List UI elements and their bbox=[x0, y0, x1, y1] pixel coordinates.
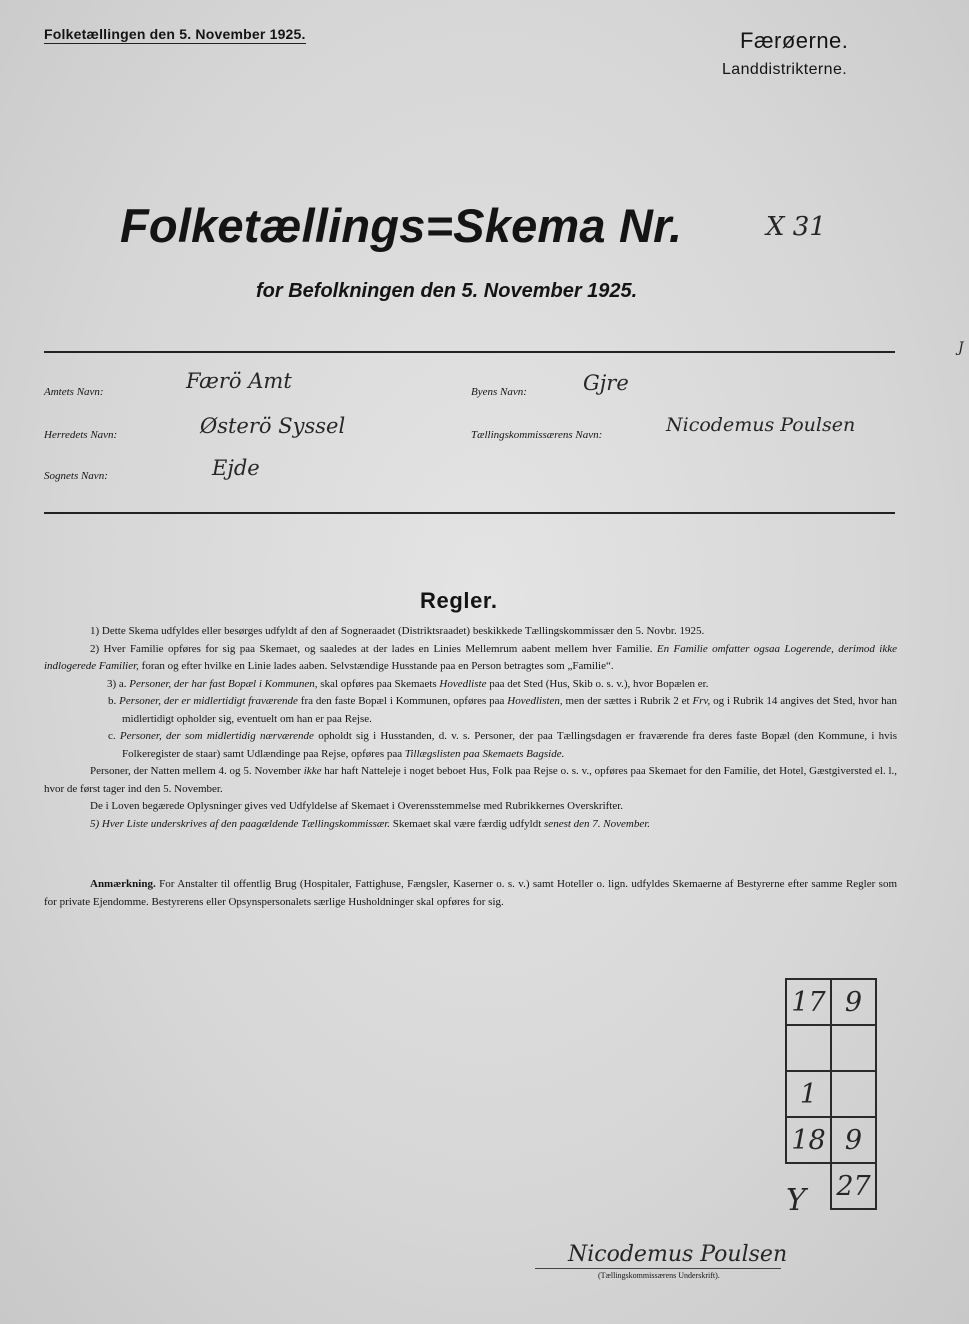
rule-2-text-c: foran og efter hvilke en Linie lades aaben. Selvstændige Husstande paa en Person betragtes som „Familie“. bbox=[141, 660, 614, 672]
annotation-note bbox=[44, 876, 897, 911]
divider-bottom bbox=[44, 512, 895, 514]
rule-3a bbox=[44, 676, 897, 694]
tally-cell: 1 bbox=[786, 1071, 831, 1117]
amt-value: Færö Amt bbox=[186, 369, 292, 393]
rule-3c-text-2: opholdt sig i Husstanden, d. v. s. Personer, der paa Tællingsdagen er fraværende fra deres faste Bopæl (den Kommune, i hvis Folkeregister de staar) samt Udlændinge paa Rejse, opføres paa bbox=[122, 730, 898, 760]
tally-cell bbox=[831, 1071, 876, 1117]
census-date-header: Folketællingen den 5. November 1925. bbox=[44, 26, 306, 42]
rule-3b-text-2: fra den faste Bopæl i Kommunen, opføres paa bbox=[300, 695, 505, 707]
form-title: Folketællings=Skema Nr. bbox=[120, 199, 683, 252]
signature: Nicodemus Poulsen bbox=[568, 1242, 788, 1267]
rule-3b-text-1: Personer, der er midlertidigt fraværende bbox=[119, 695, 298, 707]
tally-extra-mark: Y bbox=[786, 1183, 806, 1218]
note-text: For Anstalter til offentlig Brug (Hospitaler, Fattighuse, Fængsler, Kaserner o. s. v.) samt Hoteller o. lign. udfyldes Skemaerne af Bestyrerne efter samme Regler som for private Ejendomme. Bestyrerens eller Opsynspersonalets særlige Husholdninger skal opføres for sig. bbox=[44, 878, 898, 908]
tally-row bbox=[786, 1071, 876, 1117]
sogn-label: Sognets Navn: bbox=[44, 470, 108, 482]
rules-heading: Regler. bbox=[420, 588, 498, 613]
amt-label: Amtets Navn: bbox=[44, 386, 104, 398]
tally-cell: 17 bbox=[786, 979, 831, 1025]
note-lead: Anmærkning. bbox=[90, 878, 156, 890]
rule-4b bbox=[44, 798, 897, 816]
rule-3b-text-5: Frv, bbox=[692, 695, 711, 707]
form-number-handwritten: X 31 bbox=[766, 212, 826, 242]
rule-3b-marker: b. bbox=[108, 695, 117, 707]
tally-row bbox=[786, 1117, 876, 1163]
tally-cell: 9 bbox=[831, 1117, 876, 1163]
rule-3c-text-3: Tillægslisten paa Skemaets Bagside. bbox=[404, 747, 565, 760]
rule-3a-marker: 3) a. bbox=[107, 677, 127, 690]
rules-text bbox=[44, 623, 897, 833]
tally-cell: 9 bbox=[831, 979, 876, 1025]
district-type: Landdistrikterne. bbox=[722, 61, 848, 78]
tally-cell bbox=[786, 1025, 831, 1071]
rule-1-text: 1) Dette Skema udfyldes eller besørges udfyldt af den af Sogneraadet (Distriktsraadet) beskikkede Tællingskommissær den 5. Novbr. 1925. bbox=[90, 625, 705, 637]
rule-3a-text-4: paa det Sted (Hus, Skib o. s. v.), hvor Bopælen er. bbox=[489, 677, 709, 690]
rule-2-text-a: 2) Hver Familie opføres for sig paa Skemaet, og saaledes at der lades en Linies Mellemrum aabent mellem hver Familie. bbox=[90, 642, 653, 655]
rule-1 bbox=[44, 623, 897, 641]
tally-cell bbox=[831, 1025, 876, 1071]
signature-line bbox=[535, 1268, 781, 1269]
rule-5-text-b: Skemaet skal være færdig udfyldt bbox=[392, 817, 542, 830]
divider-top bbox=[44, 351, 895, 353]
rule-3b-text-3: Hovedlisten, bbox=[507, 695, 563, 707]
rule-3a-text-3: Hovedliste bbox=[439, 677, 487, 690]
herred-label: Herredets Navn: bbox=[44, 429, 118, 441]
sogn-value: Ejde bbox=[212, 456, 260, 480]
rule-2 bbox=[44, 641, 897, 676]
rule-3c-text-1: Personer, der som midlertidig nærværende bbox=[119, 730, 314, 742]
rule-4 bbox=[44, 763, 897, 798]
signature-caption: (Tællingskommissærens Underskrift). bbox=[598, 1271, 720, 1280]
region-title: Færøerne. bbox=[740, 28, 849, 53]
tally-row bbox=[786, 1025, 876, 1071]
rule-3b-text-4: men der sættes i Rubrik 2 et bbox=[565, 695, 690, 707]
rule-5-text-c: senest den 7. November. bbox=[544, 817, 651, 830]
rule-3b bbox=[44, 693, 897, 728]
rule-5 bbox=[44, 816, 897, 834]
rule-3a-text-2: skal opføres paa Skemaets bbox=[320, 677, 437, 690]
by-value: Gjre bbox=[583, 371, 629, 395]
kommissaer-label: Tællingskommissærens Navn: bbox=[471, 429, 603, 441]
by-label: Byens Navn: bbox=[471, 386, 527, 398]
rule-4-text-b: ikke bbox=[303, 765, 322, 777]
kommissaer-value: Nicodemus Poulsen bbox=[666, 414, 856, 436]
rule-4b-text: De i Loven begærede Oplysninger gives ved Udfyldelse af Skemaet i Overensstemmelse med Rubrikkernes Overskrifter. bbox=[90, 800, 624, 812]
margin-mark: J bbox=[958, 340, 964, 356]
rule-4-text-a: Personer, der Natten mellem 4. og 5. November bbox=[90, 765, 301, 777]
tally-cell: 18 bbox=[786, 1117, 831, 1163]
rule-4-text-c: har haft Natteleje i noget beboet Hus, Folk paa Rejse o. s. v., opføres paa Skemaet for den Familie, det Hotel, Gæstgiversted el. l., hvor de først tager ind den 5. November. bbox=[44, 765, 898, 795]
form-subtitle: for Befolkningen den 5. November 1925. bbox=[256, 280, 638, 302]
rule-3c bbox=[44, 728, 897, 763]
tally-cell: 27 bbox=[831, 1163, 876, 1209]
tally-grid bbox=[785, 978, 877, 1210]
rule-5-text-a: 5) Hver Liste underskrives af den paagældende Tællingskommissær. bbox=[90, 817, 391, 830]
rule-3b-text-6: og i Rubrik 14 angives det Sted, hvor han midlertidigt opholder sig, eventuelt om han er paa Rejse. bbox=[122, 695, 898, 725]
rule-3c-marker: c. bbox=[108, 730, 116, 742]
tally-row bbox=[786, 979, 876, 1025]
herred-value: Østerö Syssel bbox=[200, 414, 346, 438]
rule-3a-text-1: Personer, der har fast Bopæl i Kommunen, bbox=[129, 677, 318, 690]
rule-2-text-b: En Familie omfatter ogsaa Logerende, derimod ikke indlogerede Familier, bbox=[44, 642, 897, 672]
